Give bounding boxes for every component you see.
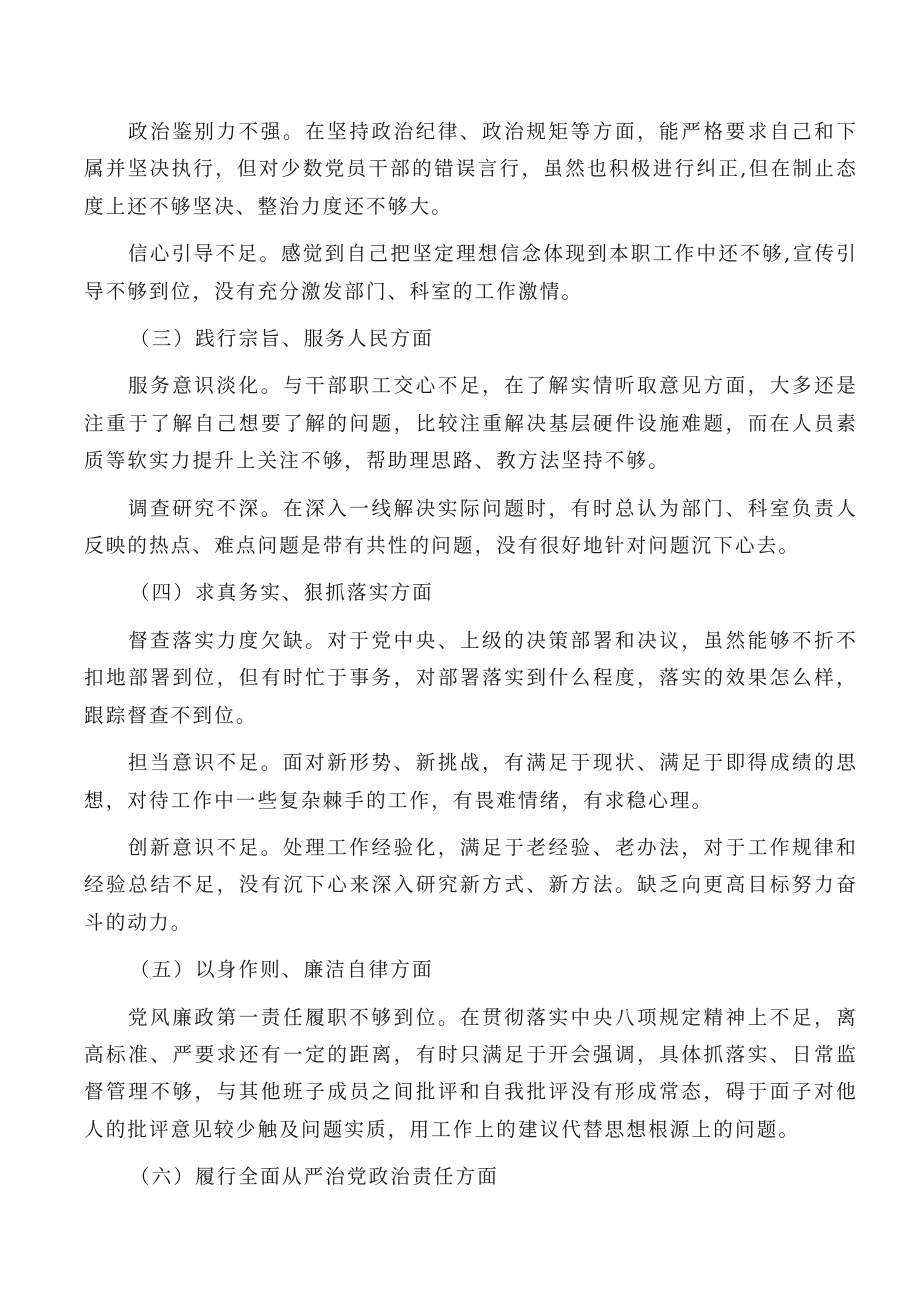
section-heading-3: （三）践行宗旨、服务人民方面 — [130, 327, 434, 351]
paragraph-political-discernment: 政治鉴别力不强。在坚持政治纪律、政治规矩等方面，能严格要求自己和下属并坚决执行，但对少数党员干部的错误言行，虽然也积极进行纠正,但在制止态度上还不够坚决、整治力度还不够大。 — [84, 120, 858, 218]
paragraph-confidence-guidance: 信心引导不足。感觉到自己把坚定理想信念体现到本职工作中还不够,宣传引导不够到位，没有充分激发部门、科室的工作激情。 — [84, 242, 858, 303]
paragraph-service-awareness: 服务意识淡化。与干部职工交心不足，在了解实情听取意见方面，大多还是注重于了解自己想要了解的问题，比较注重解决基层硬件设施难题，而在人员素质等软实力提升上关注不够，帮助理思路、教方法坚持不够。 — [84, 374, 858, 473]
paragraph-innovation-awareness: 创新意识不足。处理工作经验化，满足于老经验、老办法，对于工作规律和经验总结不足，没有沉下心来深入研究新方式、新方法。缺乏向更高目标努力奋斗的动力。 — [84, 835, 858, 934]
paragraph-supervision-implementation: 督查落实力度欠缺。对于党中央、上级的决策部署和决议，虽然能够不折不扣地部署到位，但有时忙于事务，对部署落实到什么程度，落实的效果怎么样，跟踪督查不到位。 — [84, 628, 858, 727]
paragraph-clean-governance: 党风廉政第一责任履职不够到位。在贯彻落实中央八项规定精神上不足，离高标准、严要求还有一定的距离，有时只满足于开会强调，具体抓落实、日常监督管理不够，与其他班子成员之间批评和自我批评没有形成常态，碍于面子对他人的批评意见较少触及问题实质，用工作上的建议代替思想根源上的问题。 — [84, 1005, 858, 1141]
section-heading-5: （五）以身作则、廉洁自律方面 — [130, 958, 434, 982]
paragraph-responsibility-awareness: 担当意识不足。面对新形势、新挑战，有满足于现状、满足于即得成绩的思想，对待工作中一些复杂棘手的工作，有畏难情绪，有求稳心理。 — [84, 751, 858, 812]
section-heading-6: （六）履行全面从严治党政治责任方面 — [130, 1165, 499, 1189]
section-heading-4: （四）求真务实、狠抓落实方面 — [130, 581, 434, 605]
paragraph-investigation-research: 调查研究不深。在深入一线解决实际问题时，有时总认为部门、科室负责人反映的热点、难点问题是带有共性的问题，没有很好地针对问题沉下心去。 — [84, 496, 858, 558]
